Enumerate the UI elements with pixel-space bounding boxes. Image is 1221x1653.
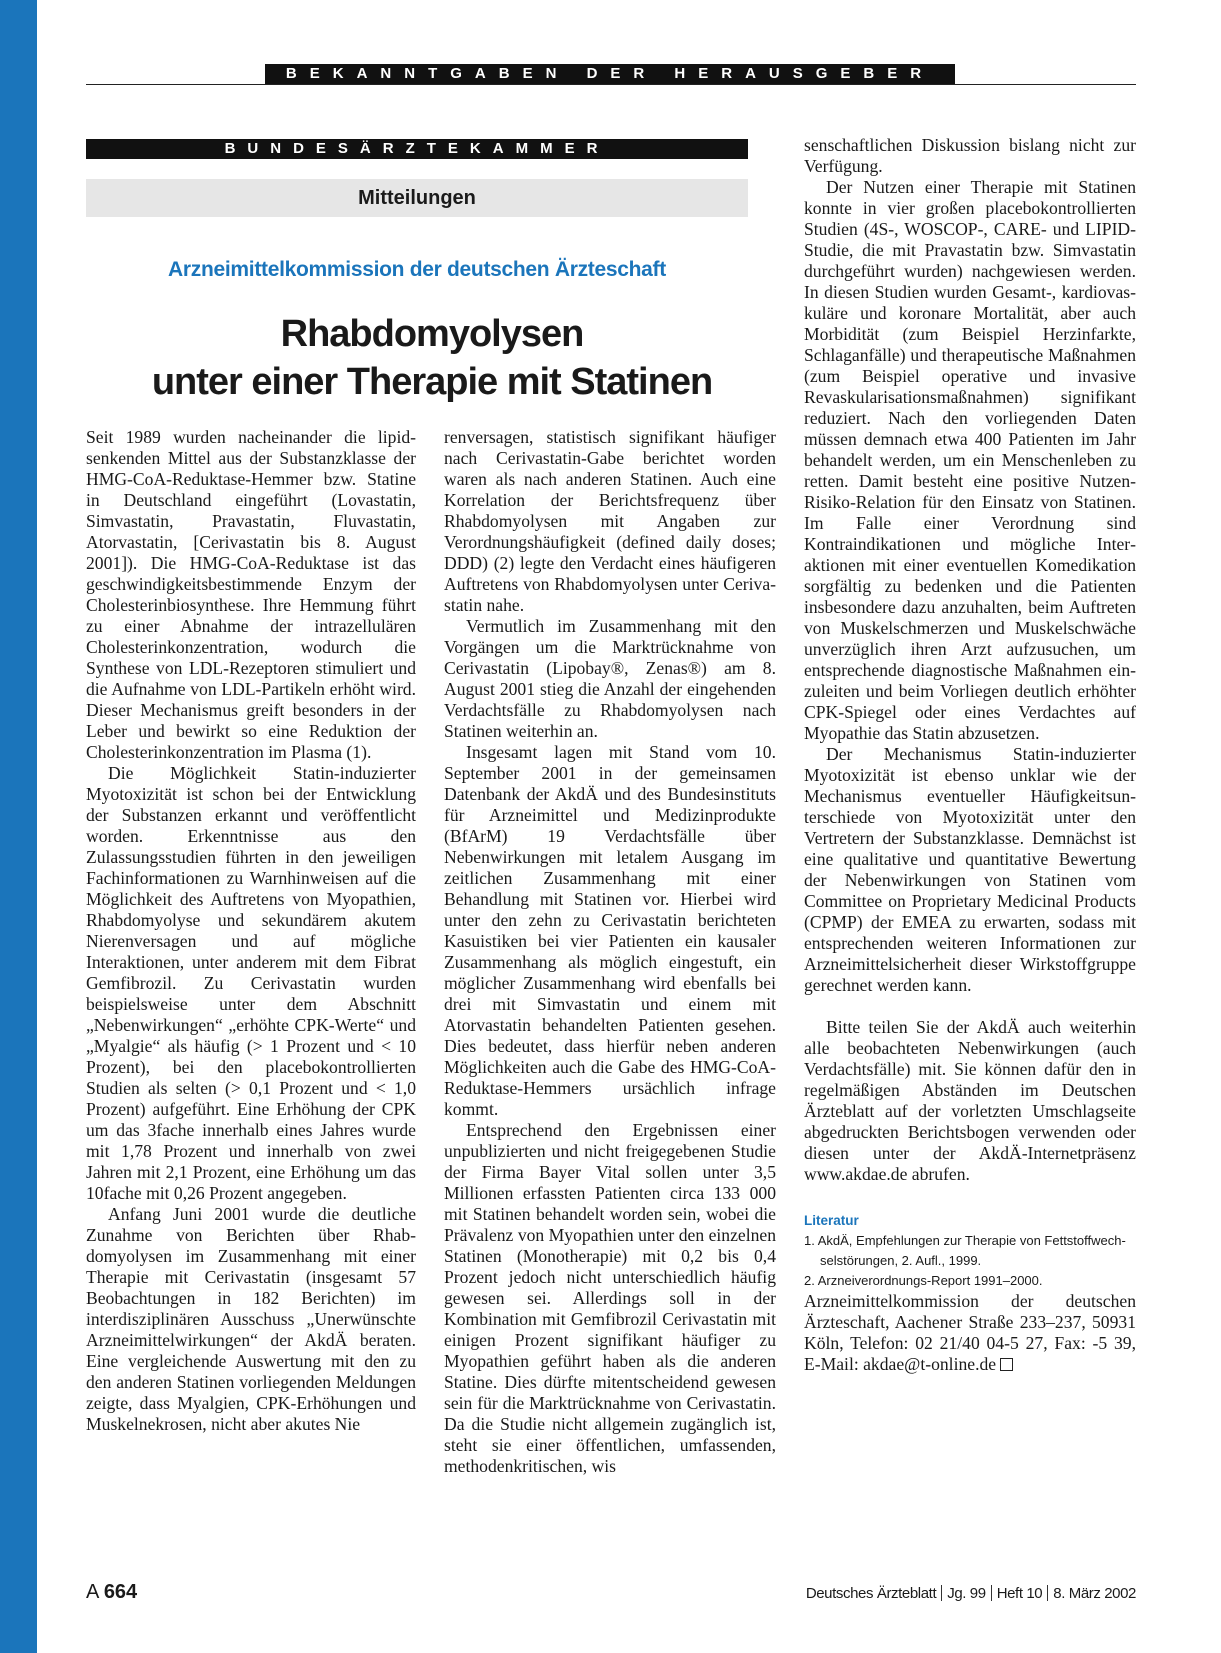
literature-heading: Literatur bbox=[804, 1213, 859, 1228]
page-number-value: 664 bbox=[103, 1581, 138, 1603]
article-title bbox=[86, 310, 778, 406]
paragraph: Seit 1989 wurden nacheinander die lipidsenkenden Mittel aus der Substanzklasse der HMG-CoA-Reduktase-Hemmer bzw. Statine in Deutschland eingeführt (Lovastatin, Simvastatin, Pravastatin, Fluvastatin, Atorvastatin, [Cerivastatin bis 8. August 2001]). Die HMG-CoA-Reduktase ist das geschwindigkeitsbestimmende Enzym der Cholesterinbiosynthese. Ihre Hemmung führt zu einer Abnahme der intrazellulären Cholesterinkonzentration, wodurch die Synthese von LDL-Rezeptoren stimuliert und die Aufnahme von LDL-Partikeln erhöht wird. Dieser Mechanismus greift besonders in der Leber und bewirkt so eine Reduktion der Cholesterinkonzentration im Plasma (1). bbox=[86, 427, 416, 762]
page-prefix: A bbox=[86, 1581, 99, 1603]
paragraph: renversagen, statistisch signifikant häufiger nach Cerivastatin-Gabe berichtet worden waren als nach anderen Statinen. Auch eine Korrelation der Berichtsfrequenz über Rhabdomyolysen mit Angaben zur Verordnungshäufigkeit (defined daily doses; DDD) (2) legte den Verdacht eines häufigeren Auftretens von Rhabdomyolysen unter Cerivastatin nahe. bbox=[444, 427, 776, 615]
page-number bbox=[86, 1581, 137, 1604]
text-column-2 bbox=[444, 427, 776, 1477]
end-of-article-icon bbox=[1000, 1358, 1013, 1371]
literature-item: 1. AkdÄ, Empfehlungen zur Therapie von Fettstoffwechselstörungen, 2. Aufl., 1999. bbox=[804, 1233, 1126, 1268]
paragraph: Entsprechend den Ergebnissen einer unpublizierten und nicht freigegebenen Studie der Firma Bayer Vital sollen unter 3,5 Millionen erfassten Patienten circa 133 000 mit Statinen behandelt worden sein, wobei die Prävalenz von Myopathien unter den einzelnen Statinen (Monotherapie) mit 0,2 bis 0,4 Prozent jedoch nicht unterschiedlich häufig gewesen sei. Allerdings soll in der Kombination mit Gemfibrozil Cerivastatin mit einigen Prozent signifikant häufiger zu Myopathien geführt haben als die anderen Statine. Dies dürfte mitentscheidend gewesen sein für die Marktrücknahme von Cerivastatin. Da die Studie nicht allgemein zugänglich ist, steht sie einer öffentlichen, umfassenden, methodenkritischen, wis bbox=[444, 1120, 776, 1476]
paragraph: Der Nutzen einer Therapie mit Statinen konnte in vier großen placebokontrollierten Studien (4S-, WOSCOP-, CARE- und LIPID-Studie, die mit Pravastatin bzw. Simvastatin durchgeführt wurden) nachgewiesen werden. In diesen Studien wurden Gesamt-, kardiovaskuläre und koronare Mortalität, aber auch Morbidität (zum Beispiel Herzinfarkte, Schlaganfälle) und therapeutische Maßnahmen (zum Beispiel operative und invasive Revaskularisationsmaßnahmen) signifikant reduziert. Nach den vorliegenden Daten müssen demnach etwa 400 Patienten im Jahr behandelt werden, um ein Menschenleben zu retten. Damit besteht eine positive Nutzen-Risiko-Relation für den Einsatz von Statinen. Im Falle einer Verordnung sind Kontraindikationen und mögliche Interaktionen mit einer eventuellen Komedikation sorgfältig zu bedenken und die Patienten insbesondere dazu anzuhalten, beim Auftreten von Muskelschmerzen und Muskelschwäche unverzüglich ihren Arzt aufzusuchen, um entsprechende diagnostische Maßnahmen einzuleiten und beim Vorliegen deutlich erhöhter CPK-Spiegel oder eines Verdachtes auf Myopathie das Statin abzusetzen. bbox=[804, 177, 1136, 743]
rubric-organization: BUNDESÄRZTEKAMMER bbox=[86, 139, 748, 159]
left-color-bar bbox=[0, 0, 37, 1653]
section-header: BEKANNTGABEN DER HERAUSGEBER bbox=[265, 64, 955, 84]
header-rule bbox=[86, 84, 1136, 85]
separator bbox=[991, 1585, 992, 1601]
contact-info bbox=[804, 1291, 1136, 1375]
journal-date: 8. März 2002 bbox=[1053, 1585, 1136, 1602]
literature-list bbox=[804, 1231, 1136, 1291]
separator bbox=[941, 1585, 942, 1601]
article-title-line-1: Rhabdomyolysen bbox=[280, 313, 584, 355]
paragraph: senschaftlichen Diskussion bislang nicht zur Verfügung. bbox=[804, 135, 1136, 176]
paragraph: Die Möglichkeit Statin-induzierter Myotoxizität ist schon bei der Entwicklung der Substanzen erkannt und veröffentlicht worden. Erkenntnisse aus den Zulassungsstudien führten in den jeweiligen Fachinformationen zu Warnhinweisen auf die Möglichkeit des Auftretens von Myopathien, Rhabdomyolyse und sekundärem akutem Nierenversagen und auf mögliche Interaktionen, unter anderem mit dem Fibrat Gemfibrozil. Zu Cerivastatin wurden beispielsweise unter dem Abschnitt „Nebenwirkungen“ „erhöhte CPK-Werte“ und „Myalgie“ als häufig (> 1 Prozent und < 10 Prozent), bei den placebokontrollierten Studien als selten (> 0,1 Prozent und < 1,0 Prozent) aufgeführt. Eine Erhöhung der CPK um das 3fache innerhalb eines Jahres wurde mit 1,78 Prozent und innerhalb von zwei Jahren mit 2,1 Prozent, eine Erhöhung um das 10fache mit 0,26 Prozent angegeben. bbox=[86, 763, 416, 1203]
text-column-1 bbox=[86, 427, 416, 1435]
journal-footer bbox=[806, 1585, 1136, 1602]
literature-item: 2. Arzneiverordnungs-Report 1991–2000. bbox=[804, 1273, 1043, 1288]
rubric-type: Mitteilungen bbox=[86, 179, 748, 217]
paragraph: Vermutlich im Zusammenhang mit den Vorgängen um die Marktrücknahme von Cerivastatin (Lipobay®, Zenas®) am 8. August 2001 stieg die Anzahl der eingehenden Verdachtsfälle zu Rhabdomyolysen nach Statinen weiterhin an. bbox=[444, 616, 776, 741]
journal-issue: Heft 10 bbox=[996, 1585, 1043, 1602]
paragraph: Bitte teilen Sie der AkdÄ auch weiterhin alle beobachteten Nebenwirkungen (auch Verdachtsfälle) mit. Sie können dafür den in regelmäßigen Abständen im Deutschen Ärzteblatt auf der vorletzten Umschlagseite abgedruckten Berichtsbogen verwenden oder diesen unter der AkdÄ-Internetpräsenz www.akdae.de abrufen. bbox=[804, 1017, 1136, 1184]
journal-volume: Jg. 99 bbox=[947, 1585, 986, 1602]
paragraph: Insgesamt lagen mit Stand vom 10. September 2001 in der gemeinsamen Datenbank der AkdÄ und des Bundesinstituts für Arzneimittel und Medizinprodukte (BfArM) 19 Verdachtsfälle über Nebenwirkungen mit letalem Ausgang im zeitlichen Zusammenhang mit einer Behandlung mit Statinen vor. Hierbei wird unter den zehn zu Cerivastatin berichteten Kasuistiken bei vier Patienten ein kausaler Zusammenhang als möglich eingestuft, ein möglicher Zusammenhang wird ebenfalls bei drei mit Simvastatin und einem mit Atorvastatin behandelten Patienten gesehen. Dies bedeutet, dass hierfür neben anderen Möglichkeiten auch die Gabe des HMG-CoA-Reduktase-Hemmers ursächlich infrage kommt. bbox=[444, 742, 776, 1119]
paragraph: Der Mechanismus Statin-induzierter Myotoxizität ist ebenso unklar wie der Mechanismus eventueller Häufigkeitsunterschiede von Myotoxizität unter den Vertretern der Substanzklasse. Demnächst ist eine qualitative und quantitative Bewertung der Nebenwirkungen von Statinen vom Committee on Proprietary Medicinal Products (CPMP) der EMEA zu erwarten, sodass mit entsprechenden weiteren Informationen zur Arzneimittelsicherheit dieser Wirkstoffgruppe gerechnet werden kann. bbox=[804, 744, 1136, 995]
article-issuer: Arzneimittelkommission der deutschen Ärzteschaft bbox=[168, 258, 666, 281]
journal-name: Deutsches Ärzteblatt bbox=[805, 1585, 937, 1602]
contact-text: Arzneimittelkommission der deutschen Ärzteschaft, Aachener Straße 233–237, 50931 Köln, Telefon: 02 21/40 04-5 27, Fax: -5 39, E-Mail: akdae@t-online.de bbox=[804, 1291, 1136, 1374]
separator bbox=[1047, 1585, 1048, 1601]
text-column-3 bbox=[804, 135, 1136, 1375]
paragraph: Anfang Juni 2001 wurde die deutliche Zunahme von Berichten über Rhabdomyolysen im Zusammenhang mit einer Therapie mit Cerivastatin (insgesamt 57 Beobachtungen in 182 Berichten) im interdisziplinären Ausschuss „Unerwünschte Arzneimittelwirkungen“ der AkdÄ beraten. Eine vergleichende Auswertung mit den zu den anderen Statinen vorliegenden Meldungen zeigte, dass Myalgien, CPK-Erhöhungen und Muskelnekrosen, nicht aber akutes Nie bbox=[86, 1204, 416, 1434]
article-title-line-2: unter einer Therapie mit Statinen bbox=[151, 361, 713, 403]
